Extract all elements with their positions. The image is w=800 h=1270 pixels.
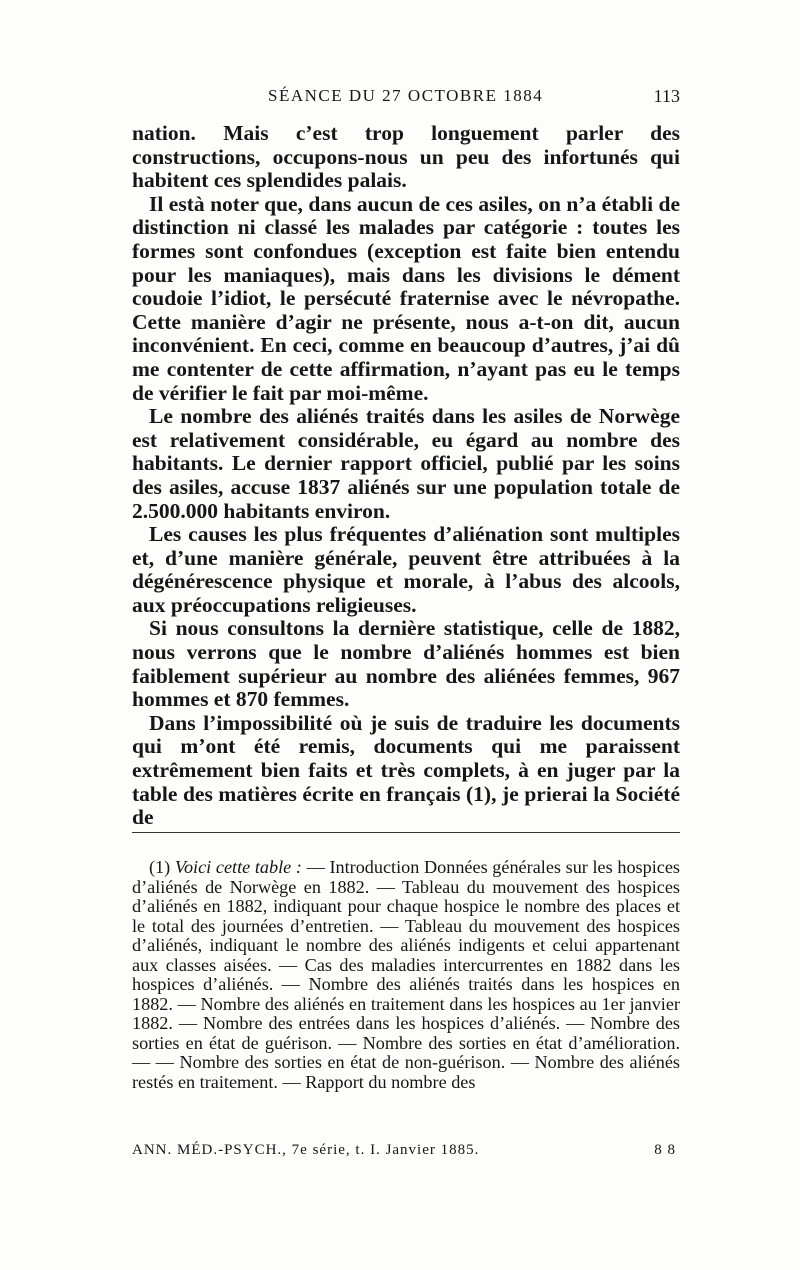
- main-text: [132, 122, 680, 830]
- paragraph-2: Il està noter que, dans aucun de ces asiles, on n’a établi de distinction ni classé les malades par catégorie : toutes les formes sont confondues (exception est faite bien entendu pour les maniaques), mais dans les divisions le dément coudoie l’idiot, le persécuté fraternise avec le névropathe. Cette manière d’agir ne présente, nous a-t-on dit, aucun inconvénient. En ceci, comme en beaucoup d’autres, j’ai dû me contenter de cette affirmation, n’ayant pas eu le temps de vérifier le fait par moi-même.: [132, 191, 680, 405]
- signature-mark: 8 8: [654, 1142, 676, 1158]
- footnote-label: Voici cette table :: [174, 857, 302, 877]
- footnote-text: — Introduction Données générales sur les hospices d’aliénés de Norwège en 1882. — Tableau du mouvement des hospices d’aliénés en 1882, indiquant pour chaque hospice le nombre des places et le total des journées d’entretien. — Tableau du mouvement des hospices d’aliénés, indiquant le nombre des aliénés indigents et celui appartenant aux classes aisées. — Cas des maladies intercurrentes en 1882 dans les hospices d’aliénés. — Nombre des aliénés traités dans les hospices en 1882. — Nombre des aliénés en traitement dans les hospices au 1er janvier 1882. — Nombre des entrées dans les hospices d’aliénés. — Nombre des sorties en état de guérison. — Nombre des sorties en état d’amélioration. — — Nombre des sorties en état de non-guérison. — Nombre des aliénés restés en traitement. — Rapport du nombre des: [132, 857, 680, 1093]
- paragraph-4: Les causes les plus fréquentes d’aliénation sont multiples et, d’une manière générale, peuvent être attribuées à la dégénérescence physique et morale, à l’abus des alcools, aux préoccupations religieuses.: [132, 522, 680, 617]
- footnote-marker: (1): [149, 857, 171, 877]
- footnote-separator: [132, 832, 680, 833]
- page-footer: [132, 1142, 680, 1159]
- page-number: 113: [653, 86, 680, 106]
- journal-citation: ANN. MÉD.-PSYCH., 7e série, t. I. Janvier 1885.: [132, 1142, 480, 1158]
- paragraph-6: Dans l’impossibilité où je suis de traduire les documents qui m’ont été remis, documents qui me paraissent extrêmement bien faits et très complets, à en juger par la table des matières écrite en français (1), je prierai la Société de: [132, 710, 680, 830]
- footnote: [132, 858, 680, 1093]
- running-header: [132, 86, 680, 112]
- header-title: SÉANCE DU 27 OCTOBRE 1884: [268, 86, 544, 105]
- paragraph-3: Le nombre des aliénés traités dans les asiles de Norwège est relativement considérable, eu égard au nombre des habitants. Le dernier rapport officiel, publié par les soins des asiles, accuse 1837 aliénés sur une population totale de 2.500.000 habitants environ.: [132, 404, 680, 523]
- paragraph-1: nation. Mais c’est trop longuement parler des constructions, occupons-nous un peu des infortunés qui habitent ces splendides palais.: [132, 121, 680, 193]
- paragraph-5: Si nous consultons la dernière statistique, celle de 1882, nous verrons que le nombre d’aliénés hommes est bien faiblement supérieur au nombre des aliénées femmes, 967 hommes et 870 femmes.: [132, 616, 680, 712]
